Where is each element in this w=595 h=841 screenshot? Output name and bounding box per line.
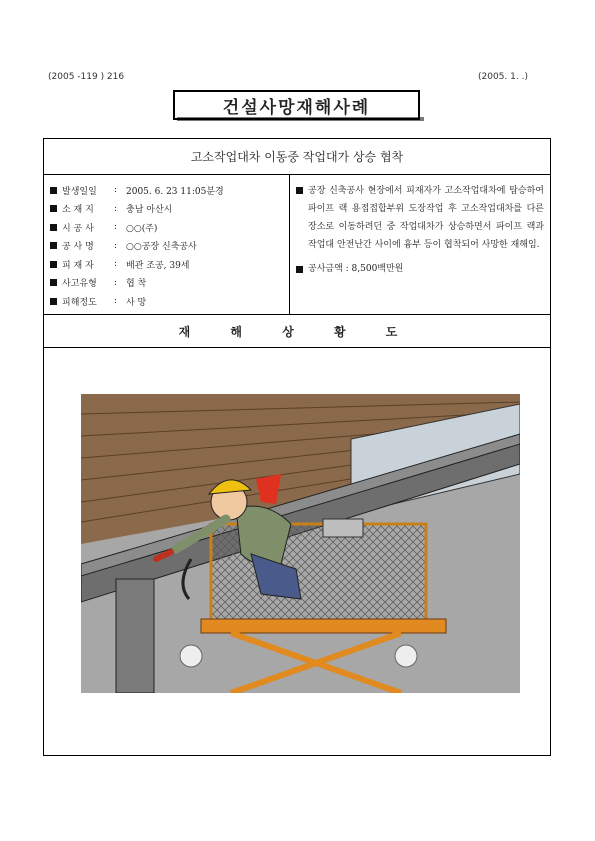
info-value: ○○공장 신축공사 <box>126 242 197 253</box>
info-separator: : <box>114 240 118 251</box>
info-value: 2005. 6. 23 11:05분경 <box>126 186 224 197</box>
info-label: 공 사 명 <box>62 242 94 253</box>
dust-cloud-right <box>395 645 417 667</box>
info-row-contractor <box>50 218 285 237</box>
accident-illustration <box>81 394 520 693</box>
document-number: (2005 -119 ) 216 <box>48 72 125 82</box>
bullet-square-icon <box>50 261 57 268</box>
section-title: 재 해 상 황 도 <box>44 315 550 348</box>
info-label: 시 공 사 <box>62 223 94 234</box>
info-list <box>50 181 285 311</box>
info-row-date <box>50 181 285 200</box>
info-row-project <box>50 237 285 256</box>
info-label: 소 재 지 <box>62 205 94 216</box>
info-row-accident-type <box>50 274 285 293</box>
info-separator: : <box>114 222 118 233</box>
column-divider <box>289 175 290 315</box>
control-box <box>323 519 363 537</box>
title-box <box>173 90 420 120</box>
info-separator: : <box>114 277 118 288</box>
amount-text: 공사금액 : 8,500백만원 <box>308 264 404 274</box>
info-section <box>44 175 550 315</box>
accident-summary <box>296 182 544 278</box>
info-row-victim <box>50 255 285 274</box>
bullet-square-icon <box>296 187 303 194</box>
document-date: (2005. 1. .) <box>478 72 528 82</box>
bullet-square-icon <box>50 242 57 249</box>
info-value: 사 망 <box>126 297 147 308</box>
info-separator: : <box>114 259 118 270</box>
summary-paragraph <box>296 182 544 254</box>
info-value: 충남 아산시 <box>126 205 173 216</box>
support-column <box>116 579 154 693</box>
info-value: 배관 조공, 39세 <box>126 260 190 271</box>
info-separator: : <box>114 185 118 196</box>
info-label: 피 재 자 <box>62 260 94 271</box>
info-separator: : <box>114 203 118 214</box>
info-label: 사고유형 <box>62 279 97 290</box>
page-title: 건설사망재해사례 <box>222 97 371 118</box>
info-value: ○○(주) <box>126 223 158 234</box>
lift-platform <box>201 619 446 633</box>
bullet-square-icon <box>50 224 57 231</box>
summary-text: 공장 신축공사 현장에서 피재자가 고소작업대차에 탑승하여 파이프 랙 용접접합부위 도장작업 후 고소작업대차를 다른 장소로 이동하려던 중 작업대차가 상승하면서 파이프 랙과 작업대 안전난간 사이에 흉부 등이 협착되어 사망한 재해임. <box>308 186 544 250</box>
bullet-square-icon <box>296 266 303 273</box>
info-label: 발생일일 <box>62 186 97 197</box>
info-label: 피해정도 <box>62 297 97 308</box>
bullet-square-icon <box>50 298 57 305</box>
info-row-severity <box>50 292 285 311</box>
info-value: 협 착 <box>126 279 147 290</box>
info-separator: : <box>114 296 118 307</box>
bullet-square-icon <box>50 205 57 212</box>
project-amount <box>296 260 544 278</box>
accident-subtitle: 고소작업대차 이동중 작업대가 상승 협착 <box>44 139 550 175</box>
bullet-square-icon <box>50 187 57 194</box>
info-row-location <box>50 200 285 219</box>
bullet-square-icon <box>50 279 57 286</box>
dust-cloud-left <box>180 645 202 667</box>
